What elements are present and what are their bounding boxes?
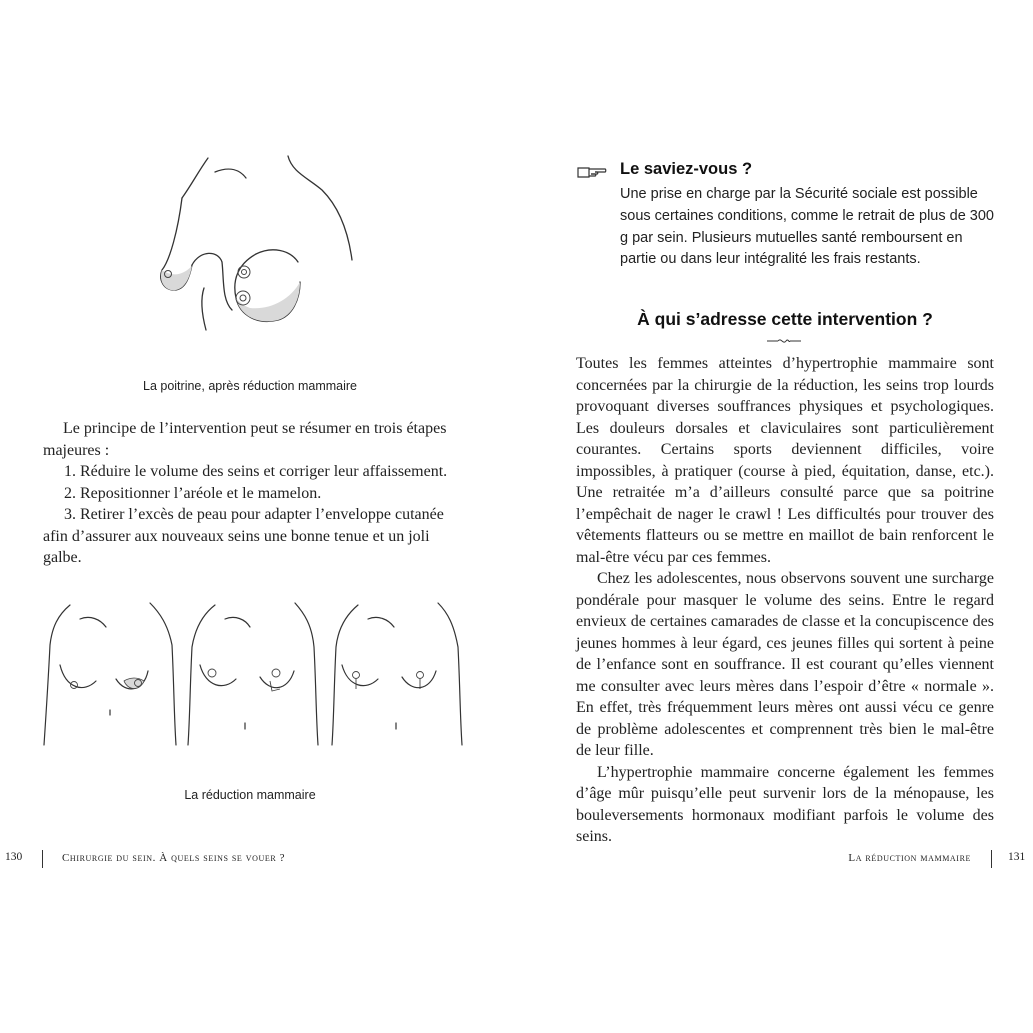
paragraph-1: Toutes les femmes atteintes d’hypertrophie mammaire sont concernées par la chirurgie de la réduction, les seins trop lourds provoquant diverses souffrances physiques et psychologiques. Les douleurs dorsales et claviculaires sont particulièrement courantes. Certains sports deviennent difficiles, voire impossibles, à pratiquer (course à pied, équitation, danse, etc.). Une retraitée m’a d’ailleurs consulté parce que sa poitrine l’empêchait de nager le crawl ! Les difficultés pour trouver des vêtements flatteurs ou se mettre en maillot de bain renforcent le mal-être vécu par ces femmes.	[576, 355, 994, 566]
right-footer-rule	[991, 850, 992, 868]
section-heading: À qui s’adresse cette intervention ?	[637, 309, 933, 329]
paragraph-3: L’hypertrophie mammaire concerne également les femmes d’âge mûr puisqu’elle peut survenir lors de la ménopause, les bouleversements hormonaux modifiant parfois le volume des seins.	[576, 763, 994, 845]
right-page-number: 131	[1008, 851, 1026, 863]
ornament-divider	[766, 337, 802, 345]
paragraph-2: Chez les adolescentes, nous observons souvent une surcharge pondérale pour masquer le volume des seins. Entre le regard envieux de certaines camarades de classe et la concupiscence des jeunes hommes à leur égard, ces jeunes filles qui sortent à peine de l’enfance sont en souffrance. Il est courant qu’elles viennent me consulter avec leurs mères dans l’espoir d’être « normale ». En effet, très fréquemment leurs mères ont aussi vécu ce genre de problème adolescentes et comprennent très bien le mal-être de leur fille.	[576, 570, 994, 759]
right-running-head: La réduction mammaire	[848, 852, 971, 864]
breast-reduction-steps-illustration	[40, 595, 465, 750]
right-body-text	[576, 353, 994, 848]
bottom-illustration-caption: La réduction mammaire	[184, 788, 316, 802]
top-illustration-caption: La poitrine, après réduction mammaire	[143, 379, 357, 393]
left-body-text	[43, 418, 463, 569]
left-running-head: Chirurgie du sein. À quels seins se vouer ?	[62, 852, 286, 864]
intro-paragraph: Le principe de l’intervention peut se résumer en trois étapes majeures :	[43, 420, 447, 459]
step-2: 2. Repositionner l’aréole et le mamelon.	[64, 484, 322, 502]
left-page-number: 130	[5, 851, 23, 863]
step-1: 1. Réduire le volume des seins et corriger leur affaissement.	[64, 463, 448, 480]
did-you-know-body: Une prise en charge par la Sécurité sociale est possible sous certaines conditions, comme le retrait de plus de 300 g par sein. Plusieurs mutuelles santé remboursent en partie ou dans leur intégralité les frais restants.	[620, 186, 994, 268]
did-you-know-title: Le saviez-vous ?	[620, 160, 753, 178]
pointing-hand-icon	[577, 165, 607, 179]
breast-after-reduction-illustration	[140, 150, 370, 350]
left-footer-rule	[42, 850, 43, 868]
step-3: 3. Retirer l’excès de peau pour adapter l’enveloppe cutanée afin d’assurer aux nouveaux seins une bonne tenue et un joli galbe.	[43, 506, 444, 566]
